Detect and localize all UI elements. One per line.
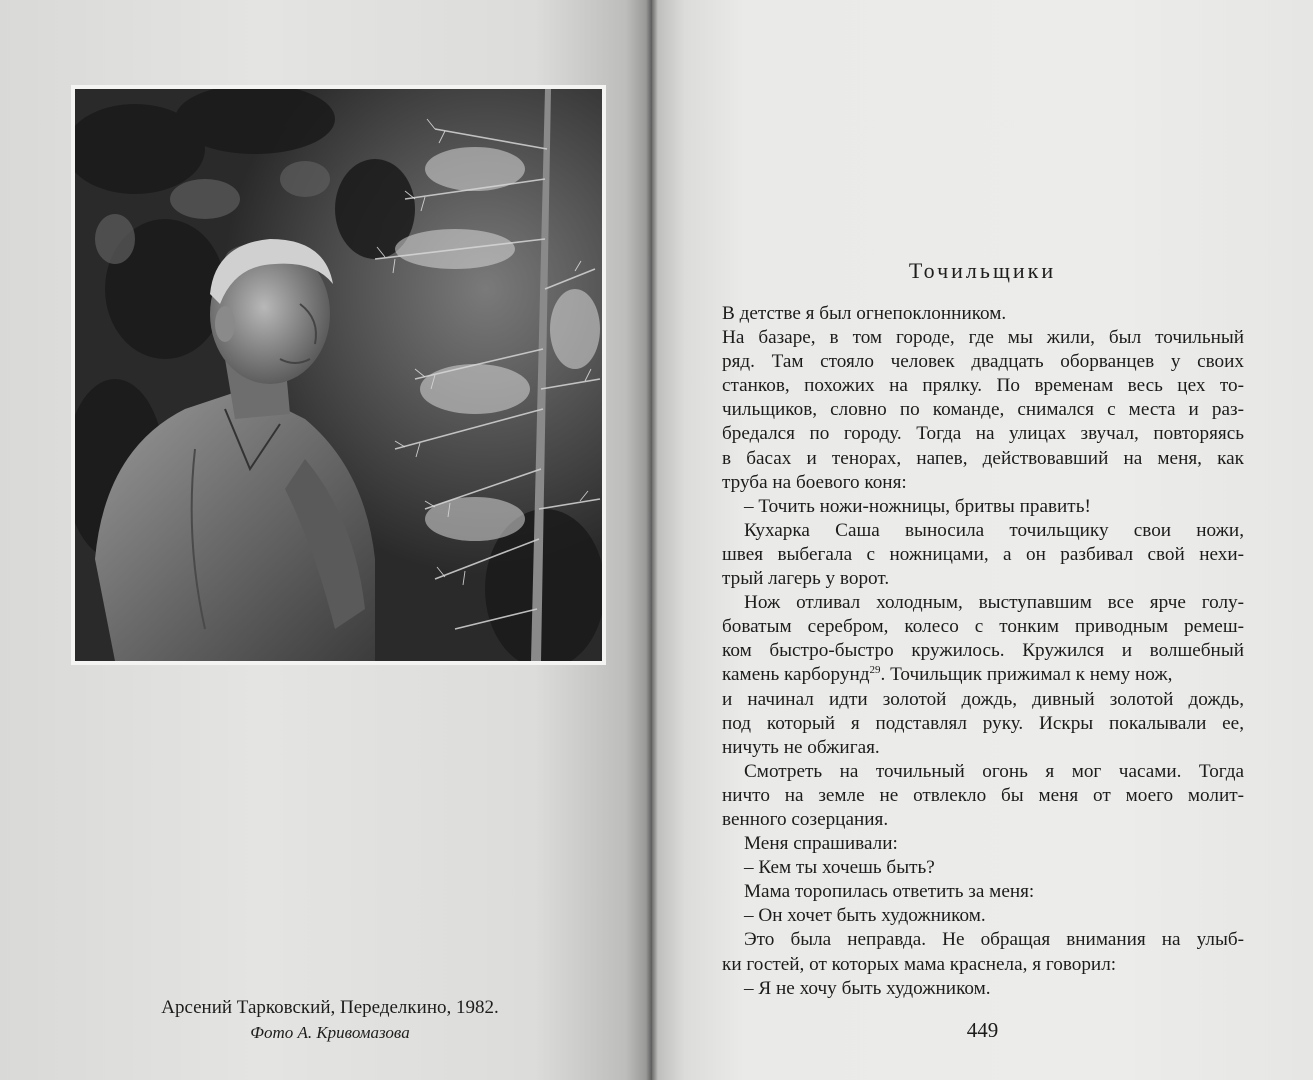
text-line: бредался по городу. Тогда на улицах звучал, повторяясь bbox=[722, 423, 1244, 445]
text-line: Нож отливал холодным, выступавшим все ярче голу- bbox=[744, 592, 1244, 614]
text-line: под который я подставлял руку. Искры покалывали ее, bbox=[722, 712, 1244, 734]
text-line: – Кем ты хочешь быть? bbox=[744, 857, 935, 879]
text-line: Кухарка Саша выносила точильщику свои ножи, bbox=[744, 519, 1244, 541]
text-line: – Он хочет быть художником. bbox=[744, 905, 986, 927]
text-line: В детстве я был огнепоклонником. bbox=[722, 303, 1007, 324]
text-line: трый лагерь у ворот. bbox=[722, 568, 890, 590]
text-line: Это была неправда. Не обращая внимания на улыб- bbox=[744, 929, 1244, 951]
text-line bbox=[722, 663, 1244, 687]
photo-credit: Фото А. Кривомазова bbox=[250, 1023, 410, 1042]
text-line: Мама торопилась ответить за меня: bbox=[744, 881, 1035, 903]
text-segment: . Точильщик прижимал к нему нож, bbox=[880, 664, 1173, 686]
photo-frame bbox=[71, 85, 606, 665]
text-line: чильщиков, словно по команде, снимался с места и раз- bbox=[722, 399, 1244, 421]
text-line: труба на боевого коня: bbox=[722, 471, 907, 493]
text-line: ком быстро-быстро кружилось. Кружился и волшебный bbox=[722, 640, 1244, 662]
text-line: в басах и тенорах, напев, действовавший на меня, как bbox=[722, 447, 1244, 469]
footnote-reference: 29 bbox=[869, 664, 881, 677]
portrait-photograph bbox=[75, 89, 602, 661]
body-text bbox=[722, 302, 1244, 1001]
text-line: ки гостей, от которых мама краснела, я говорил: bbox=[722, 953, 1117, 975]
chapter-title: Точильщики bbox=[908, 258, 1057, 283]
text-line: боватым серебром, колесо с тонким приводным ремеш- bbox=[722, 616, 1244, 638]
left-page bbox=[0, 0, 652, 1080]
right-page bbox=[652, 0, 1313, 1080]
text-line: – Я не хочу быть художником. bbox=[744, 977, 991, 999]
text-line: – Точить ножи-ножницы, бритвы править! bbox=[744, 495, 1091, 517]
text-segment: камень карборунд bbox=[722, 664, 870, 686]
text-line: венного созерцания. bbox=[722, 808, 889, 830]
book-gutter bbox=[646, 0, 658, 1080]
text-line: ряд. Там стояло человек двадцать оборванцев у своих bbox=[722, 351, 1244, 373]
text-line: На базаре, в том городе, где мы жили, был точильный bbox=[722, 327, 1244, 349]
text-line: Смотреть на точильный огонь я мог часами. Тогда bbox=[744, 760, 1244, 782]
text-line: швея выбегала с ножницами, а он разбивал свой нехи- bbox=[722, 543, 1244, 565]
text-line: ничто на земле не отвлекло бы меня от моего молит- bbox=[722, 784, 1244, 806]
photo-caption: Арсений Тарковский, Переделкино, 1982. bbox=[161, 997, 499, 1018]
page-number: 449 bbox=[966, 1018, 999, 1042]
text-line: станков, похожих на прялку. По временам весь цех то- bbox=[722, 375, 1244, 397]
text-line: Меня спрашивали: bbox=[744, 833, 898, 855]
text-line: и начинал идти золотой дождь, дивный золотой дождь, bbox=[722, 688, 1244, 710]
text-line: ничуть не обжигая. bbox=[722, 736, 880, 758]
